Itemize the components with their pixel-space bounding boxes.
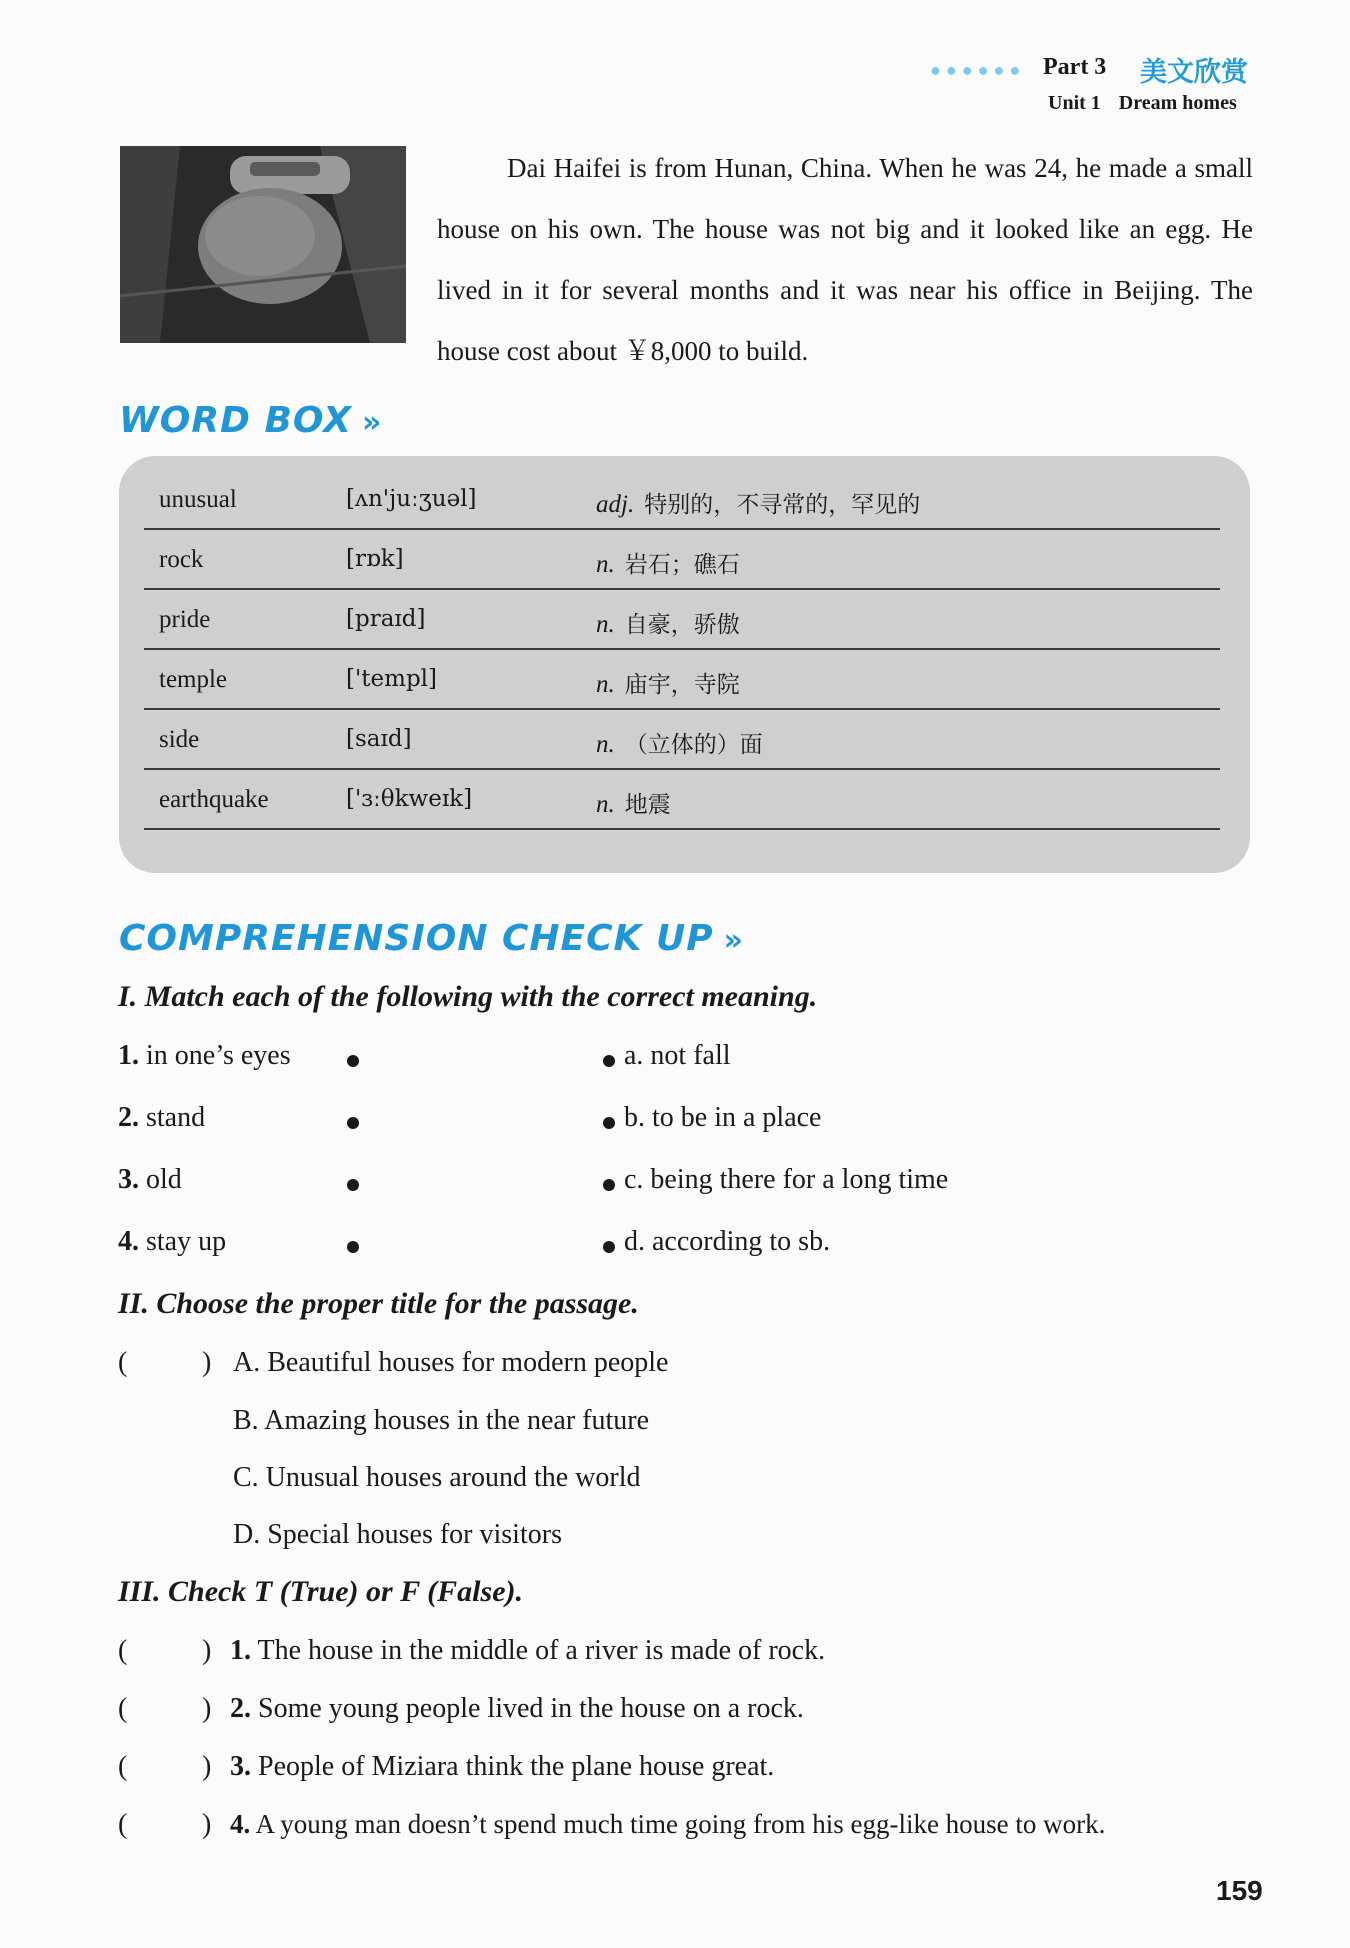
meaning: 自豪，骄傲 (624, 612, 740, 638)
word: pride (159, 606, 211, 633)
definition (596, 606, 740, 639)
item-number: 2. (118, 1102, 139, 1133)
comprehension-title-text: COMPREHENSION CHECK UP (119, 918, 714, 959)
part-of-speech: n. (596, 791, 615, 818)
item-number: 3. (230, 1751, 251, 1782)
word-row (144, 768, 1220, 830)
answer-blank[interactable]: ( (118, 1693, 128, 1724)
match-dot-left[interactable] (347, 1117, 359, 1129)
double-chevron-icon: » (723, 923, 744, 958)
item-text: old (146, 1164, 182, 1195)
word-box (119, 456, 1250, 873)
match-right-item: d. according to sb. (624, 1226, 831, 1257)
item-text: The house in the middle of a river is made of rock. (257, 1635, 826, 1666)
intro-paragraph: Dai Haifei is from Hunan, China. When he was 24, he made a small house on his own. The house was not big and it looked like an egg. He lived in it for several months and it was near his office in Beijing. The house cost about ￥8,000 to build. (437, 153, 1253, 366)
answer-blank-close: ) (202, 1693, 212, 1724)
answer-blank-close: ) (202, 1751, 212, 1782)
decorative-dots: ●●●●●● (930, 60, 1026, 80)
item-number: 1. (118, 1040, 139, 1071)
definition (596, 726, 763, 759)
word-row (144, 468, 1220, 530)
part-label: Part 3 (1043, 54, 1107, 80)
word-box-title (119, 400, 382, 441)
word-row (144, 648, 1220, 710)
part-of-speech: adj. (596, 491, 635, 518)
match-dot-right[interactable] (603, 1055, 615, 1067)
unit-title: Dream homes (1118, 92, 1237, 114)
page-number: 159 (1216, 1875, 1263, 1906)
meaning: 庙宇，寺院 (624, 672, 740, 698)
match-dot-right[interactable] (603, 1117, 615, 1129)
word-row (144, 708, 1220, 770)
answer-blank[interactable]: ( (118, 1751, 128, 1782)
match-dot-left[interactable] (347, 1179, 359, 1191)
answer-blank[interactable]: ( (118, 1347, 128, 1378)
match-right-item: a. not fall (624, 1040, 731, 1071)
phonetic: ['templ] (346, 666, 438, 692)
word: rock (159, 546, 204, 573)
part-of-speech: n. (596, 731, 615, 758)
exercise-3-heading: III. Check T (True) or F (False). (118, 1575, 523, 1608)
part-of-speech: n. (596, 611, 615, 638)
option-c: C. Unusual houses around the world (233, 1462, 641, 1493)
part-of-speech: n. (596, 551, 615, 578)
comprehension-title (119, 918, 744, 959)
match-dot-right[interactable] (603, 1179, 615, 1191)
definition (596, 486, 920, 519)
tf-item (230, 1751, 774, 1783)
answer-blank-close: ) (202, 1809, 212, 1840)
match-dot-right[interactable] (603, 1241, 615, 1253)
match-right-item: b. to be in a place (624, 1102, 822, 1133)
phonetic: [ʌn'juːʒuəl] (346, 486, 477, 512)
answer-blank-close: ) (202, 1347, 212, 1378)
meaning: 地震 (624, 792, 671, 818)
item-text: in one’s eyes (146, 1040, 291, 1071)
phonetic: ['ɜːθkweɪk] (346, 786, 473, 812)
option-b: B. Amazing houses in the near future (233, 1405, 650, 1436)
phonetic: [rɒk] (346, 546, 404, 572)
item-number: 3. (118, 1164, 139, 1195)
word: side (159, 726, 200, 753)
unit-label: Unit 1 (1048, 92, 1101, 114)
option-a: A. Beautiful houses for modern people (233, 1347, 669, 1378)
tf-item (230, 1693, 804, 1725)
match-dot-left[interactable] (347, 1241, 359, 1253)
exercise-2-heading: II. Choose the proper title for the passage. (118, 1287, 639, 1320)
answer-blank[interactable]: ( (118, 1635, 128, 1666)
word-row (144, 528, 1220, 590)
answer-blank[interactable]: ( (118, 1809, 128, 1840)
tf-item (230, 1809, 1105, 1840)
item-text: stay up (146, 1226, 227, 1257)
word-box-title-text: WORD BOX (119, 400, 352, 441)
double-chevron-icon: » (361, 405, 383, 440)
match-dot-left[interactable] (347, 1055, 359, 1067)
match-left-item (118, 1040, 291, 1072)
meaning: 特别的，不寻常的，罕见的 (644, 492, 921, 518)
tf-item (230, 1635, 825, 1667)
meaning: （立体的）面 (624, 732, 763, 758)
item-text: Some young people lived in the house on a rock. (258, 1693, 804, 1724)
item-text: A young man doesn’t spend much time going from his egg-like house to work. (255, 1809, 1106, 1839)
item-text: stand (146, 1102, 206, 1133)
item-text: People of Miziara think the plane house great. (258, 1751, 775, 1782)
unit-line (1048, 92, 1255, 115)
item-number: 2. (230, 1693, 251, 1724)
match-left-item (118, 1164, 182, 1196)
match-left-item (118, 1102, 205, 1134)
part-of-speech: n. (596, 671, 615, 698)
definition (596, 786, 671, 819)
exercise-1-heading: I. Match each of the following with the correct meaning. (118, 980, 818, 1013)
word-row (144, 588, 1220, 650)
egg-house-photo (120, 146, 406, 343)
phonetic: [praɪd] (346, 606, 426, 632)
word: unusual (159, 486, 237, 513)
match-right-item: c. being there for a long time (624, 1164, 949, 1195)
definition (596, 546, 740, 579)
part-chinese-title: 美文欣赏 (1140, 57, 1248, 88)
word: temple (159, 666, 228, 693)
item-number: 1. (230, 1635, 251, 1666)
item-number: 4. (118, 1226, 139, 1257)
answer-blank-close: ) (202, 1635, 212, 1666)
phonetic: [saɪd] (346, 726, 412, 752)
word: earthquake (159, 786, 269, 813)
item-number: 4. (230, 1809, 251, 1839)
match-left-item (118, 1226, 226, 1258)
definition (596, 666, 740, 699)
meaning: 岩石；礁石 (624, 552, 740, 578)
option-d: D. Special houses for visitors (233, 1519, 562, 1550)
